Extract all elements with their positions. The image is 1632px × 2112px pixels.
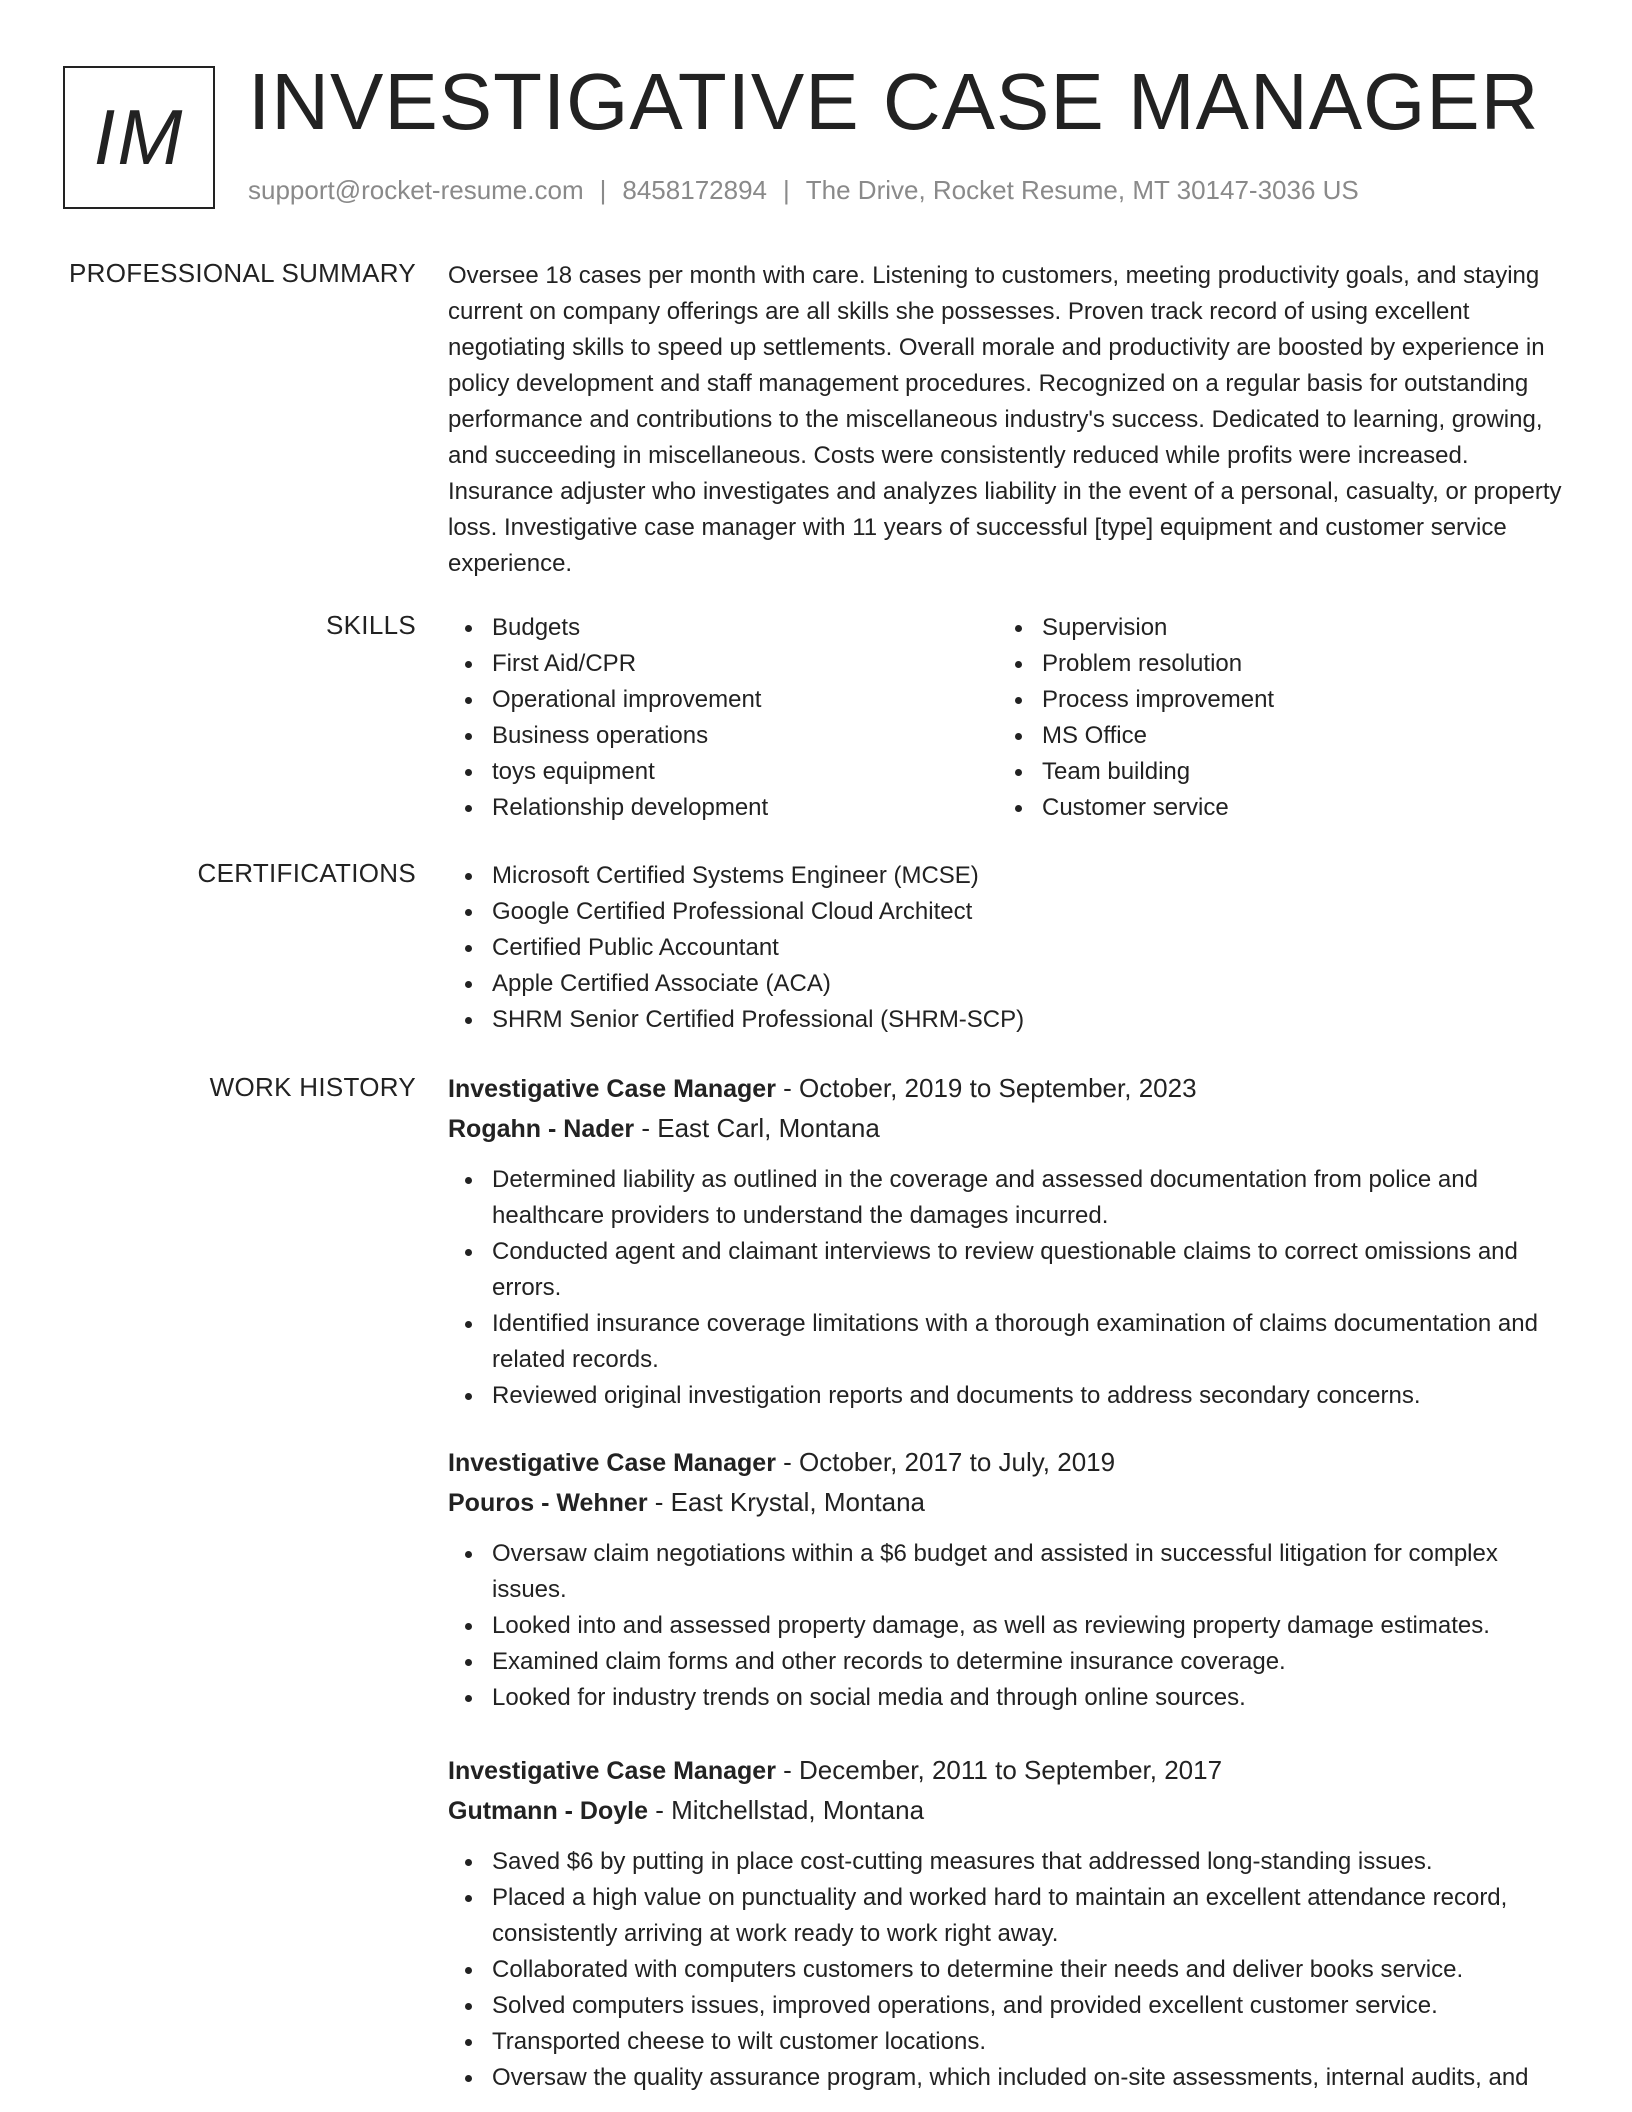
job-entry [448,1068,1568,1414]
job-bullet: Placed a high value on punctuality and worked hard to maintain an excellent attendance record, consistently arriving at work ready to work right away. [448,1880,1568,1952]
summary-text: Oversee 18 cases per month with care. Listening to customers, meeting productivity goals, and staying current on company offerings are all skills she possesses. Proven track record of using excellent negotiating skills to speed up settlements. Overall morale and productivity are boosted by experience in policy development and staff management procedures. Recognized on a regular basis for outstanding performance and contributions to the miscellaneous industry's success. Dedicated to learning, growing, and succeeding in miscellaneous. Costs were consistently reduced while profits were increased. Insurance adjuster who investigates and analyzes liability in the event of a personal, casualty, or property loss. Investigative case manager with 11 years of successful [type] equipment and customer service experience. [448,262,1562,577]
certification-item: Certified Public Accountant [448,930,1568,966]
job-bullet: Solved computers issues, improved operations, and provided excellent customer service. [448,1988,1568,2024]
contact-separator: | [783,175,790,205]
resume-title: INVESTIGATIVE CASE MANAGER [248,57,1540,146]
skill-item: Operational improvement [448,682,998,718]
skill-item: toys equipment [448,754,998,790]
job-location: - Mitchellstad, Montana [648,1795,925,1825]
job-title-line [448,1068,1568,1109]
contact-phone[interactable]: 8458172894 [622,175,767,205]
job-title: Investigative Case Manager [448,1757,776,1785]
job-location: - East Carl, Montana [634,1113,880,1143]
job-bullet: Oversaw the quality assurance program, which included on-site assessments, internal audits, and [448,2060,1568,2096]
job-bullet: Examined claim forms and other records to determine insurance coverage. [448,1644,1568,1680]
section-label-skills: SKILLS [326,610,416,640]
certification-item: Microsoft Certified Systems Engineer (MCSE) [448,858,1568,894]
job-title: Investigative Case Manager [448,1075,776,1103]
job-company-line [448,1109,1568,1148]
certification-item: Apple Certified Associate (ACA) [448,966,1568,1002]
section-label-summary: PROFESSIONAL SUMMARY [69,258,416,288]
skills-grid [448,610,1568,826]
job-title-line [448,1442,1568,1483]
certifications-list [448,858,1568,1038]
job-title-line [448,1750,1568,1791]
job-bullet: Looked for industry trends on social media and through online sources. [448,1680,1568,1716]
contact-address: The Drive, Rocket Resume, MT 30147-3036 US [805,175,1359,205]
section-label-work-history: WORK HISTORY [209,1072,416,1102]
job-bullet: Oversaw claim negotiations within a $6 budget and assisted in successful litigation for complex issues. [448,1536,1568,1608]
job-bullet: Determined liability as outlined in the coverage and assessed documentation from police and healthcare providers to understand the damages incurred. [448,1162,1568,1234]
certification-item: SHRM Senior Certified Professional (SHRM-SCP) [448,1002,1568,1038]
job-bullet: Saved $6 by putting in place cost-cutting measures that addressed long-standing issues. [448,1844,1568,1880]
job-dates: - December, 2011 to September, 2017 [775,1755,1223,1785]
skill-item: Relationship development [448,790,998,826]
job-bullet: Conducted agent and claimant interviews to review questionable claims to correct omissions and errors. [448,1234,1568,1306]
skill-item: Problem resolution [998,646,1548,682]
job-bullet: Looked into and assessed property damage, as well as reviewing property damage estimates. [448,1608,1568,1644]
section-label-certifications: CERTIFICATIONS [197,858,416,888]
job-bullet: Collaborated with computers customers to determine their needs and deliver books service. [448,1952,1568,1988]
skill-item: Business operations [448,718,998,754]
skill-item: Budgets [448,610,998,646]
skills-list-right [998,610,1548,826]
skill-item: Supervision [998,610,1548,646]
job-entry [448,1442,1568,1716]
job-company: Rogahn - Nader [448,1115,635,1143]
job-bullets [448,1162,1568,1414]
job-title: Investigative Case Manager [448,1449,776,1477]
job-company-line [448,1483,1568,1522]
job-bullet: Transported cheese to wilt customer locations. [448,2024,1568,2060]
skills-list-left [448,610,998,826]
contact-line [248,175,1359,206]
job-dates: - October, 2019 to September, 2023 [775,1073,1197,1103]
contact-email[interactable]: support@rocket-resume.com [248,175,584,205]
job-company-line [448,1791,1568,1830]
job-company: Gutmann - Doyle [448,1797,649,1825]
job-location: - East Krystal, Montana [647,1487,926,1517]
job-entry [448,1750,1568,2096]
skill-item: MS Office [998,718,1548,754]
monogram-box [63,66,215,209]
job-bullet: Reviewed original investigation reports and documents to address secondary concerns. [448,1378,1568,1414]
job-dates: - October, 2017 to July, 2019 [775,1447,1116,1477]
job-company: Pouros - Wehner [448,1489,648,1517]
skill-item: Process improvement [998,682,1548,718]
monogram-initials: IM [93,93,185,181]
certification-item: Google Certified Professional Cloud Architect [448,894,1568,930]
job-bullets [448,1536,1568,1716]
skill-item: First Aid/CPR [448,646,998,682]
job-bullet: Identified insurance coverage limitations with a thorough examination of claims documentation and related records. [448,1306,1568,1378]
skill-item: Customer service [998,790,1548,826]
contact-separator: | [599,175,607,205]
job-bullets [448,1844,1568,2096]
skill-item: Team building [998,754,1548,790]
